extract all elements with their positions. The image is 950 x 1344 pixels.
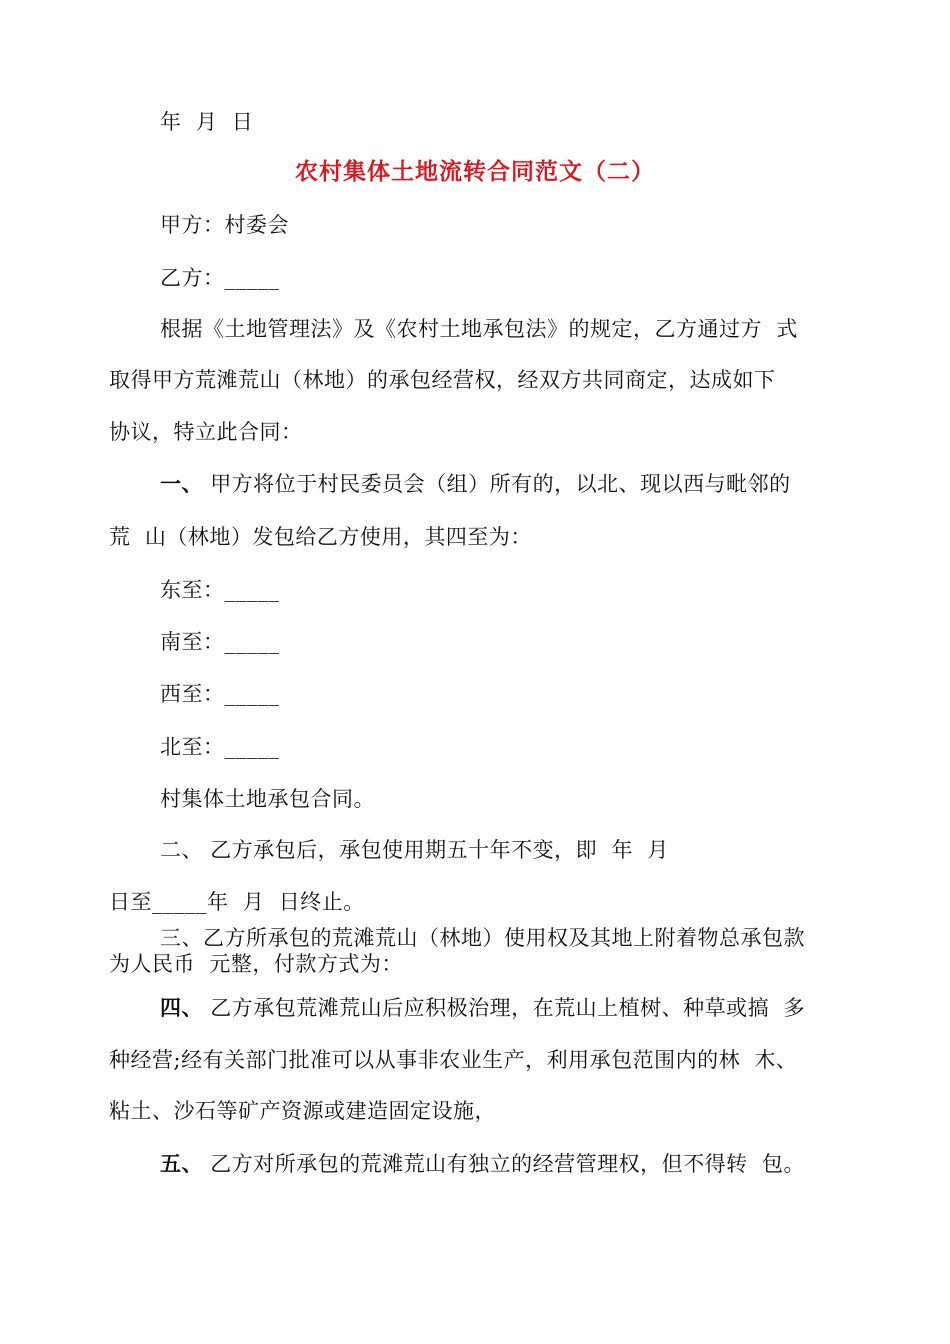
clause-number: 二、 bbox=[160, 838, 203, 862]
clause-5 bbox=[160, 1150, 805, 1178]
clause-text: 乙方对所承包的荒滩荒山有独立的经营管理权，但不得转 包。 bbox=[210, 1152, 806, 1176]
note-line: 村集体土地承包合同。 bbox=[160, 787, 375, 811]
clause-3 bbox=[160, 924, 805, 952]
party-b: 乙方：_____ bbox=[160, 266, 280, 290]
clause-4 bbox=[160, 994, 805, 1022]
clause-1 bbox=[160, 470, 791, 498]
boundary-east: 东至：_____ bbox=[160, 578, 280, 602]
clause-text: 甲方将位于村民委员会（组）所有的，以北、现以西与毗邻的 bbox=[210, 472, 791, 496]
clause-text: 乙方承包后，承包使用期五十年不变，即 年 月 bbox=[210, 838, 669, 862]
clause-number: 三、 bbox=[160, 926, 203, 950]
clause-text: 日至_____年 月 日终止。 bbox=[109, 890, 365, 914]
boundary-west: 西至：_____ bbox=[160, 682, 280, 706]
clause-text: 乙方所承包的荒滩荒山（林地）使用权及其地上附着物总承包款 bbox=[203, 926, 805, 950]
party-a: 甲方：村委会 bbox=[160, 213, 289, 237]
clause-text: 乙方承包荒滩荒山后应积极治理，在荒山上植树、种草或搞 多 bbox=[210, 996, 806, 1020]
boundary-south: 南至：_____ bbox=[160, 630, 280, 654]
clause-number: 五、 bbox=[160, 1151, 203, 1176]
document-title: 农村集体土地流转合同范文（二） bbox=[295, 159, 655, 185]
clause-text: 荒 山（林地）发包给乙方使用，其四至为： bbox=[109, 525, 532, 549]
date-line: 年 月 日 bbox=[160, 110, 254, 134]
clause-text: 为人民币 元整，付款方式为： bbox=[109, 952, 403, 976]
boundary-north: 北至：_____ bbox=[160, 735, 280, 759]
clause-number: 四、 bbox=[160, 995, 203, 1020]
preamble-line: 取得甲方荒滩荒山（林地）的承包经营权，经双方共同商定，达成如下 bbox=[109, 368, 776, 392]
preamble-line: 根据《土地管理法》及《农村土地承包法》的规定，乙方通过方 式 bbox=[160, 317, 798, 341]
clause-2 bbox=[160, 836, 669, 864]
clause-text: 种经营;经有关部门批准可以从事非农业生产，利用承包范围内的林 木、 bbox=[109, 1048, 798, 1072]
clause-number: 一、 bbox=[160, 471, 203, 496]
preamble-line: 协议，特立此合同： bbox=[109, 420, 303, 444]
clause-text: 粘土、沙石等矿产资源或建造固定设施， bbox=[109, 1099, 496, 1123]
